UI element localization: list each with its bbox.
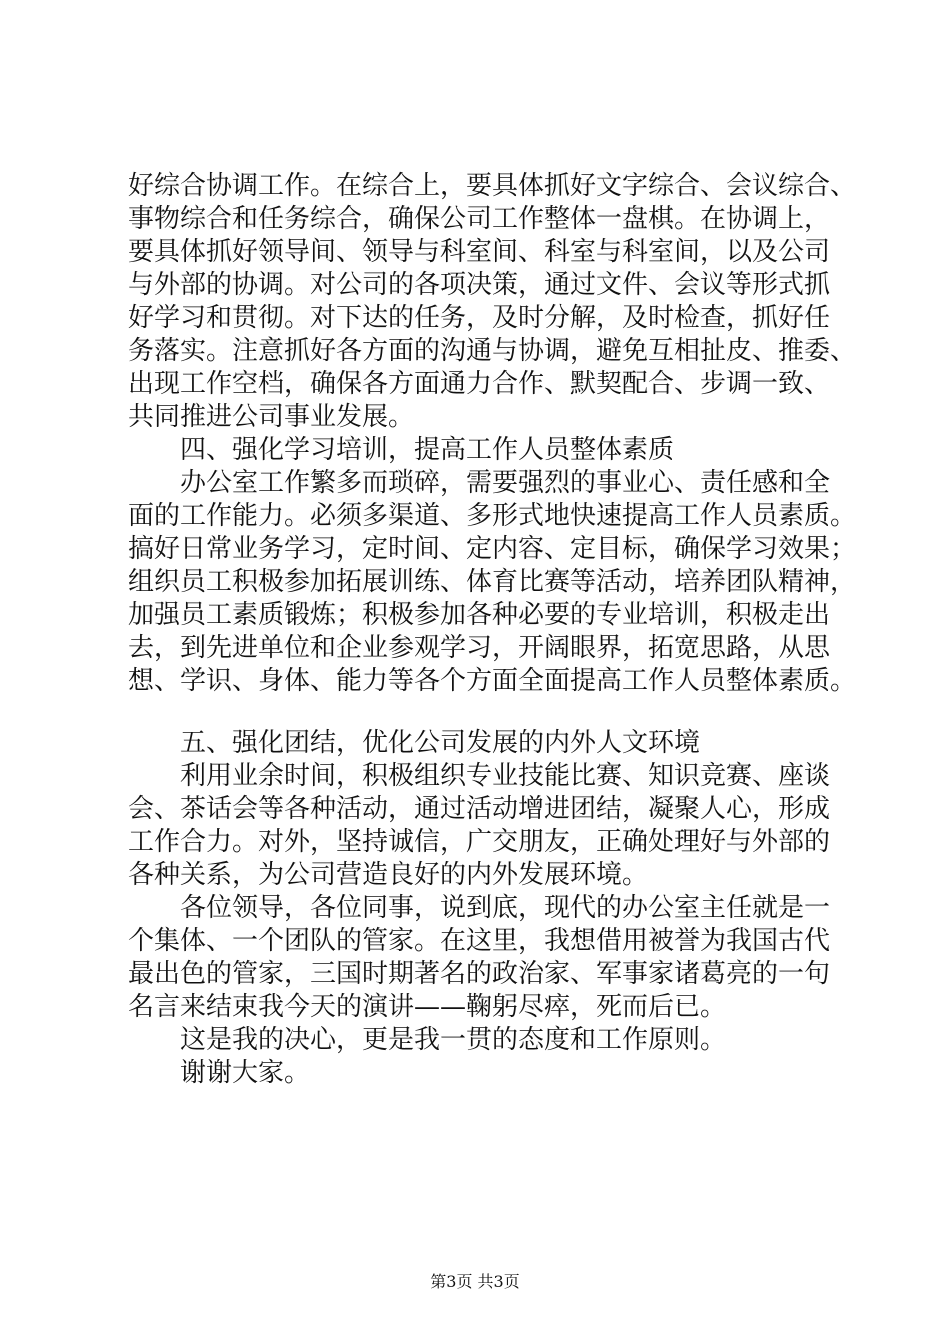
body-text-line: 个集体、一个团队的管家。在这里，我想借用被誉为我国古代 [128, 926, 831, 956]
body-text-line: 这是我的决心，更是我一贯的态度和工作原则。 [180, 1025, 727, 1055]
body-text-line: 谢谢大家。 [180, 1058, 311, 1088]
body-text-line: 出现工作空档，确保各方面通力合作、默契配合、步调一致、 [128, 369, 831, 399]
body-text-line: 务落实。注意抓好各方面的沟通与协调，避免互相扯皮、推委、 [128, 336, 857, 366]
body-text-line: 组织员工积极参加拓展训练、体育比赛等活动，培养团队精神， [128, 567, 857, 597]
body-text-line: 工作合力。对外，坚持诚信，广交朋友，正确处理好与外部的 [128, 827, 831, 857]
body-text-line: 办公室工作繁多而琐碎，需要强烈的事业心、责任感和全 [180, 468, 831, 498]
page-number-footer: 第3页 共3页 [430, 1272, 520, 1291]
body-text-line: 最出色的管家，三国时期著名的政治家、军事家诸葛亮的一句 [128, 959, 831, 989]
body-text-line: 事物综合和任务综合，确保公司工作整体一盘棋。在协调上， [128, 204, 831, 234]
body-text-line: 想、学识、身体、能力等各个方面全面提高工作人员整体素质。 [128, 666, 857, 696]
body-text-line: 好学习和贯彻。对下达的任务，及时分解，及时检查，抓好任 [128, 303, 831, 333]
body-text-line: 加强员工素质锻炼；积极参加各种必要的专业培训，积极走出 [128, 600, 831, 630]
body-text-line: 好综合协调工作。在综合上，要具体抓好文字综合、会议综合、 [128, 171, 857, 201]
section-heading: 四、强化学习培训，提高工作人员整体素质 [180, 435, 675, 465]
section-heading: 五、强化团结，优化公司发展的内外人文环境 [180, 728, 701, 758]
body-text-line: 面的工作能力。必须多渠道、多形式地快速提高工作人员素质。 [128, 501, 857, 531]
body-text-line: 会、茶话会等各种活动，通过活动增进团结，凝聚人心，形成 [128, 794, 831, 824]
body-text-line: 各种关系，为公司营造良好的内外发展环境。 [128, 860, 649, 890]
body-text-line: 搞好日常业务学习，定时间、定内容、定目标，确保学习效果； [128, 534, 857, 564]
body-text-line: 名言来结束我今天的演讲——鞠躬尽瘁，死而后已。 [128, 992, 727, 1022]
body-text-line: 利用业余时间，积极组织专业技能比赛、知识竞赛、座谈 [180, 761, 831, 791]
body-text-line: 要具体抓好领导间、领导与科室间、科室与科室间，以及公司 [128, 237, 831, 267]
body-text-line: 去，到先进单位和企业参观学习，开阔眼界，拓宽思路，从思 [128, 633, 831, 663]
body-text-line: 与外部的协调。对公司的各项决策，通过文件、会议等形式抓 [128, 270, 831, 300]
body-text-line: 共同推进公司事业发展。 [128, 402, 415, 432]
body-text-line: 各位领导，各位同事，说到底，现代的办公室主任就是一 [180, 893, 831, 923]
